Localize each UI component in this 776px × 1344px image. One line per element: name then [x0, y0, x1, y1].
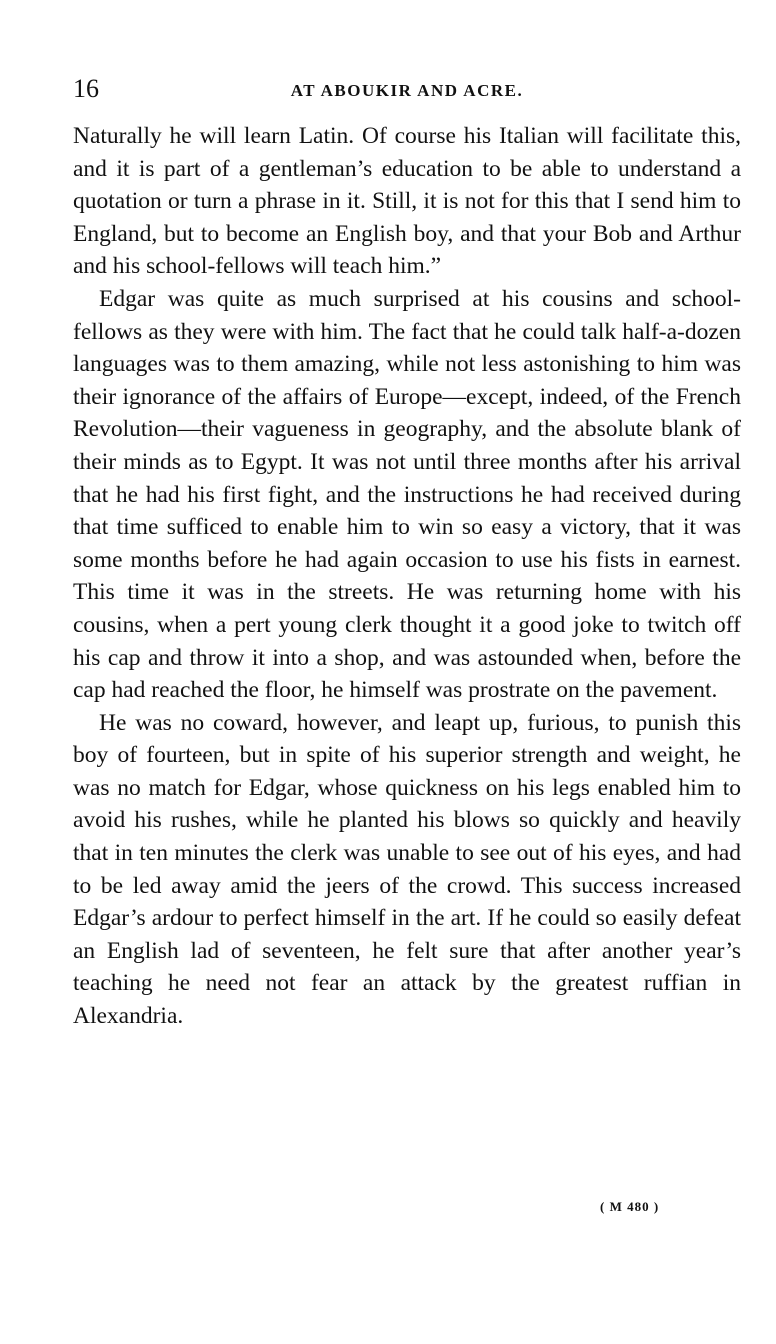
paragraph: He was no coward, however, and leapt up, furious, to punish this boy of fourteen, but in spite of his superior strength and weight, he was no match for Edgar, whose quickness on his legs enabled him to avoid his rushes, while he planted his blows so quickly and heavily that in ten minutes the clerk was unable to see out of his eyes, and had to be led away amid the jeers of the crowd. This success increased Edgar’s ardour to perfect himself in the art. If he could so easily defeat an English lad of seventeen, he felt sure that after another year’s teaching he need not fear an attack by the greatest ruffian in Alexandria. — [73, 709, 741, 1030]
page-number: 16 — [73, 74, 99, 103]
running-head: AT ABOUKIR AND ACRE. — [290, 81, 524, 100]
paragraph-continuation: Naturally he will learn Latin. Of course his Italian will facilitate this, and it is part of a gentleman’s education to be able to understand a quotation or turn a phrase in it. Still, it is not for this that I send him to England, but to become an English boy, and that your Bob and Arthur and his school-fellows will teach him.” — [73, 123, 741, 280]
body-text — [73, 120, 741, 1033]
page-header — [73, 72, 741, 106]
signature-mark: ( M 480 ) — [600, 1199, 660, 1214]
paragraph: Edgar was quite as much surprised at his cousins and school-fellows as they were with him. The fact that he could talk half-a-dozen languages was to them amazing, while not less astonishing to him was their ignorance of the affairs of Europe—except, indeed, of the French Revolution—their vagueness in geography, and the absolute blank of their minds as to Egypt. It was not until three months after his arrival that he had his first fight, and the instructions he had received during that time sufficed to enable him to win so easy a victory, that it was some months before he had again occasion to use his fists in earnest. This time it was in the streets. He was returning home with his cousins, when a pert young clerk thought it a good joke to twitch off his cap and throw it into a shop, and was astounded when, before the cap had reached the floor, he himself was prostrate on the pavement. — [73, 285, 741, 704]
